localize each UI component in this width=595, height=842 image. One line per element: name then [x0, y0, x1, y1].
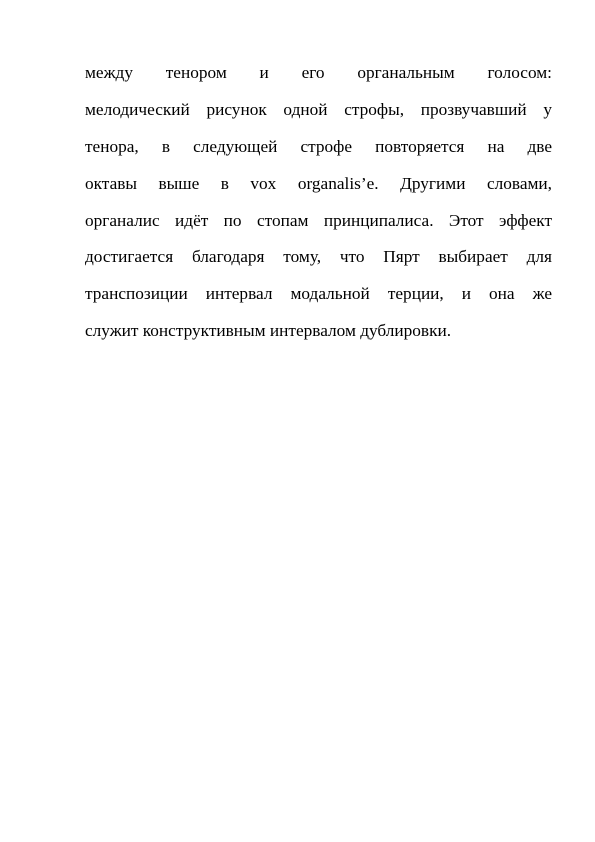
paragraph-line-5: органалис идёт по стопам принципалиса. Этот эффект: [85, 210, 552, 230]
paragraph-line-8: служит конструктивным интервалом дублировки.: [85, 321, 452, 341]
paragraph-line-7: транспозиции интервал модальной терции, и она же: [85, 284, 552, 304]
paragraph-line-4: октавы выше в vox organalis’е. Другими словами,: [85, 173, 552, 193]
body-paragraph: [85, 55, 552, 350]
paragraph-line-3: тенора, в следующей строфе повторяется на две: [85, 136, 552, 156]
paragraph-line-1: между тенором и его органальным голосом:: [85, 63, 552, 82]
paragraph-line-2: мелодический рисунок одной строфы, прозвучавший у: [85, 99, 552, 119]
paragraph-line-6: достигается благодаря тому, что Пярт выбирает для: [85, 247, 552, 267]
